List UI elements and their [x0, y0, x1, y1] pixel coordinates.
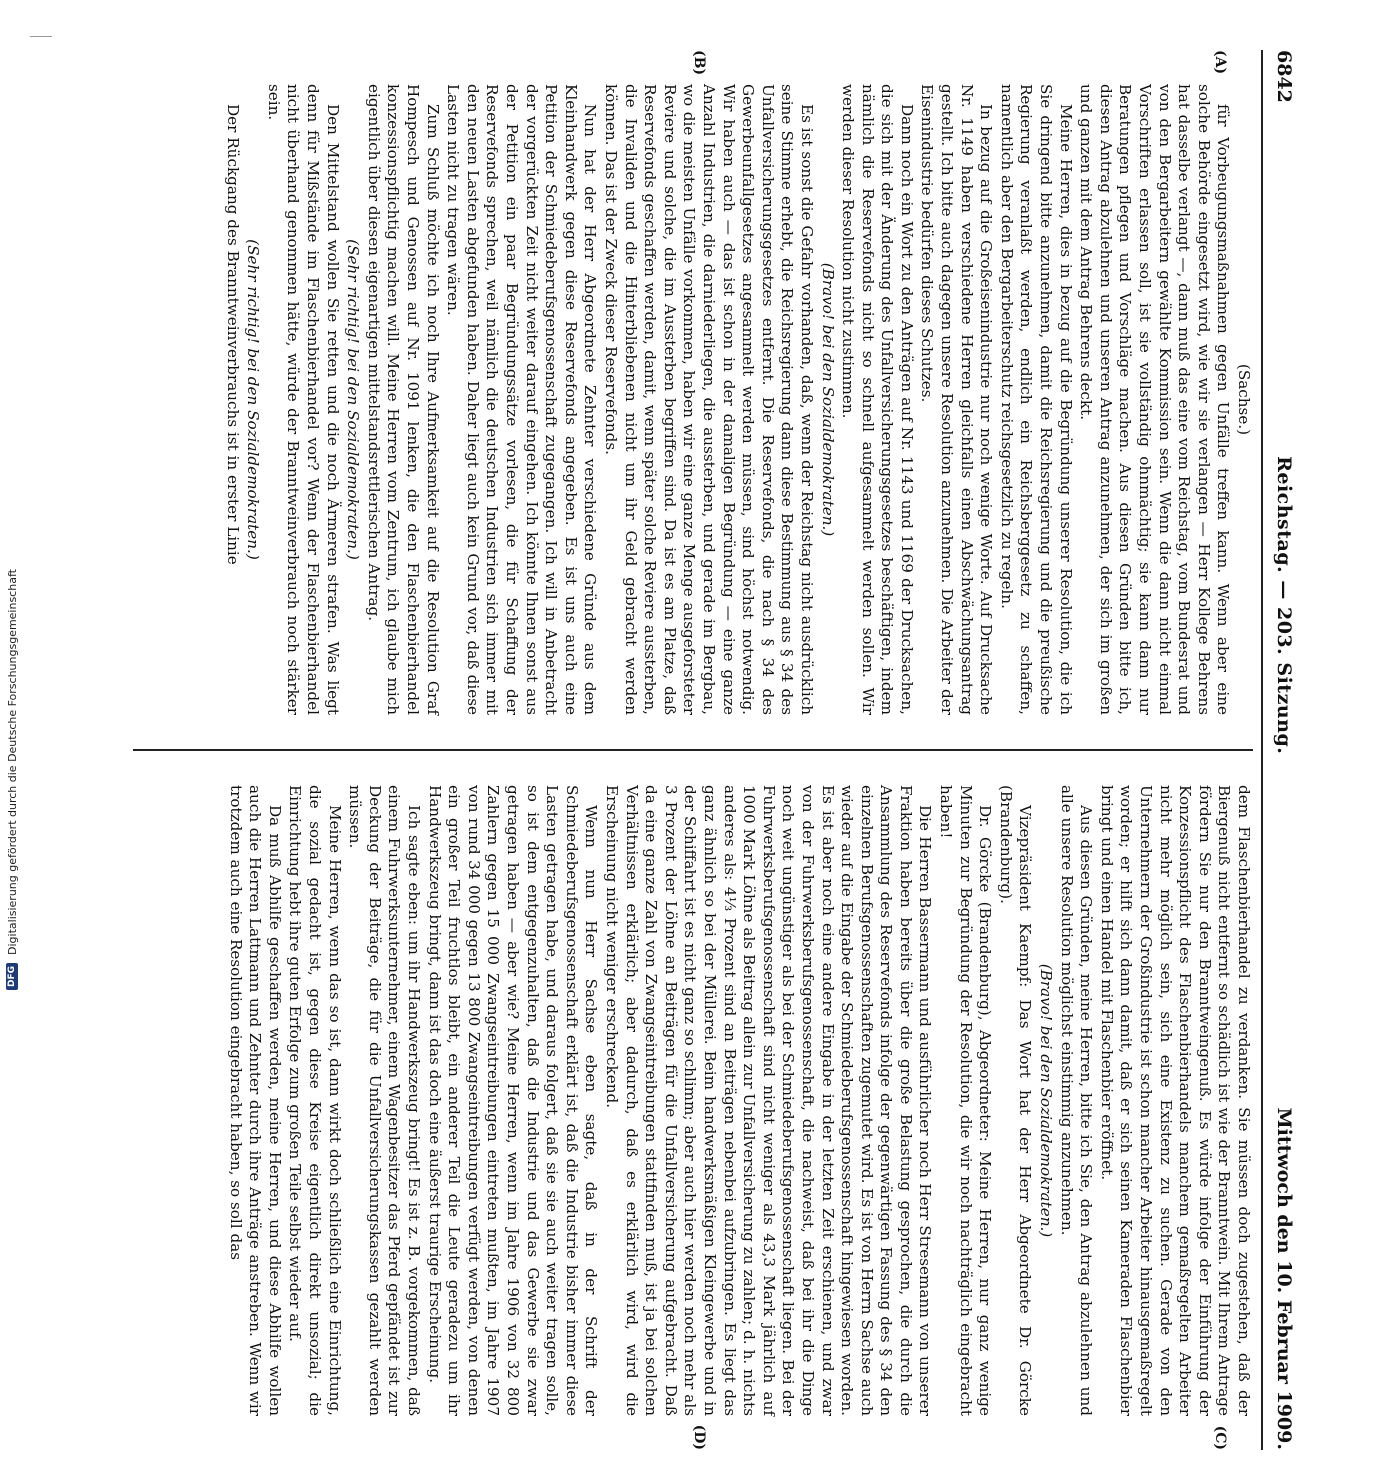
paragraph: (Sachse.): [1235, 363, 1253, 436]
footer-text-row: [2, 10, 22, 990]
paragraph: Aus diesen Gründen, meine Herren, bitte ich Sie, den Antrag abzulehnen und alle unsere Resolution möglichst einstimmig anzunehmen.: [1057, 785, 1096, 1416]
paragraph: Es ist sonst die Gefahr vorhanden, daß, wenn der Reichstag nicht ausdrücklich seine Stimme erhebt, die Reichsregierung dann diese Bestimmung aus § 34 des Unfallversicherungsgesetzes entfernt. Die Reservefonds, die nach § 34 des Gewerbeunfallgesetzes angesammelt werden müssen, sind höchst notwendig. Wir haben auch — das ist schon in der damaligen Begründung — eine ganze Anzahl Industrien, die darniederliegen, die aussterben, und gerade im Bergbau, wo die meisten Unfälle vorkommen, haben wir eine ganze Menge ausgeforsteter Reviere und solche, die im Aussterben begriffen sind. Da ist es am Platze, daß Reservefonds geschaffen werden, damit, wenn später solche Reviere aussterben, die Invaliden und die Hinterbliebenen nicht um ihr Geld gebracht werden können. Das ist der Zweck dieser Reservefonds.: [602, 84, 816, 715]
text-columns: [133, 50, 1253, 1450]
paragraph: Dann noch ein Wort zu den Anträgen auf Nr. 1143 und 1169 der Drucksachen, die sich mit der Änderung des Unfallversicherungsgesetzes beschäftigen, indem nämlich die Reservefonds nicht so schnell aufgesammelt werden sollen. Wir werden dieser Resolution nicht zustimmen.: [839, 84, 916, 715]
right-column: [133, 749, 1253, 1450]
dfg-logo: DFG: [6, 963, 18, 990]
paragraph: Zum Schluß möchte ich noch Ihre Aufmerksamkeit auf die Resolution Graf Hompesch und Genossen auf Nr. 1091 lenken, die den Flaschenbierhandel konzessionspflichtig machen will. Meine Herren vom Zentrum, ich glaube mich eigentlich über diesen eigenartigen mittelstandsrettlerischen Antrag.: [364, 84, 442, 715]
paragraph: Dr. Görcke (Brandenburg), Abgeordneter: Meine Herren, nur ganz wenige Minuten zur Begründung der Resolution, die wir noch nachträglich eingebracht haben!: [937, 785, 995, 1416]
side-footer: [0, 0, 20, 1000]
paragraph: (Sehr richtig! bei den Sozialdemokraten.): [344, 239, 363, 560]
session-title: Reichstag. — 203. Sitzung.: [1273, 456, 1295, 755]
margin-letter-b: (B): [691, 50, 707, 76]
column-body: [225, 769, 1253, 1432]
margin-letter-c: (C): [1212, 1425, 1228, 1450]
rotated-page: [85, 40, 1295, 1460]
paragraph: Den Mittelstand wollen Sie retten und die noch Ärmeren strafen. Was liegt denn für Mißstände im Flaschenbierhandel vor? Wenn der Flaschenbierhandel nicht überhand genommen hätte, würde der Branntweinverbrauch noch stärker sein.: [264, 84, 342, 715]
paragraph: (Bravo! bei den Sozialdemokraten.): [1037, 963, 1056, 1238]
paragraph: In bezug auf die Großeisenindustrie nur noch wenige Worte. Auf Drucksache Nr. 1149 haben verschiedene Herren gleichfalls einen Abschwächungsantrag gestellt. Ich bitte auch dagegen unsere Resolution anzunehmen. Die Arbeiter der Eisenindustrie bedürfen dieses Schutzes.: [918, 84, 996, 715]
paragraph: (Bravo! bei den Sozialdemokraten.): [818, 262, 837, 537]
page-header: [1261, 50, 1295, 1450]
margin-letter-d: (D): [691, 1424, 707, 1450]
column-body: [222, 68, 1253, 731]
paragraph: für Vorbeugungsmaßnahmen gegen Unfälle treffen kann. Wenn aber eine solche Behörde eingesetzt wird, wie wir sie verlangen — Herr Kollege Behrens hat dasselbe verlangt —, dann muß das eine vom Reichstag, vom Bundesrat und von den Bergarbeitern gewählte Kommission sein. Wenn die dann nicht einmal Vorschriften erlassen soll, ist sie vollständig ohnmächtig; sie kann dann nur Beratungen pflegen und Vorschläge machen. Aus diesen Gründen bitte ich, diesen Antrag abzulehnen und unseren Antrag anzunehmen, der sich im großen und ganzen mit dem Antrag Behrens deckt.: [1077, 84, 1233, 715]
paragraph: Ich sagte eben: um ihr Handwerkszeug bringt! Es ist z. B. vorgekommen, daß einem Fuhrwerksunternehmer, einem Wagenbesitzer das Pferd gepfändet ist zur Deckung der Beiträge, die für die Unfallversicherungskassen gezahlt werden müssen.: [346, 785, 424, 1416]
paragraph: Meine Herren, dies in bezug auf die Begründung unserer Resolution, die ich Sie dringend bitte anzunehmen, damit die Reichsregierung und die preußische Regierung veranlaßt werden, endlich ein Reichsberggesetz zu schaffen, namentlich aber den Bergarbeiterschutz reichsgesetzlich zu regeln.: [997, 84, 1075, 715]
paragraph: Meine Herren, wenn das so ist, dann wirkt doch schließlich eine Einrichtung, die sozial gedacht ist, gegen diese Kreise eigentlich direkt unsozial; die Einrichtung hebt ihre guten Erfolge zum großen Teile selbst wieder auf.: [286, 785, 344, 1416]
funding-note: Digitalisierung gefördert durch die Deutsche Forschungsgemeinschaft: [5, 569, 19, 955]
paragraph: dem Flaschenbierhandel zu verdanken. Sie müssen doch zugestehen, daß der Biergenuß nicht entfernt so schädlich ist wie der Branntwein. Mit Ihrem Antrage fördern Sie nur den Branntweingenuß. Es würde infolge der Einführung der Konzessionspflicht des Flaschenbierhandels manchem gemaßregelten Arbeiter nicht mehr möglich sein, sich eine Existenz zu suchen. Gerade von den Unternehmern der Großindustrie ist schon mancher Arbeiter hinausgemaßregelt worden; er hilft sich dann damit, daß er sich seinen Kameraden Flaschenbier bringt und einen Handel mit Flaschenbier eröffnet.: [1097, 785, 1253, 1416]
paragraph: Wenn nun Herr Sachse eben sagte, daß in der Schrift der Schmiedeberufsgenossenschaft erklärt ist, daß die Industrie bisher immer diese Lasten getragen habe, und daraus folgert, daß sie sie auch weiter tragen solle, so ist dem entgegenzuhalten, daß die Industrie und das Gewerbe sie zwar getragen haben — aber wie? Meine Herren, wenn im Jahre 1906 von 32 800 Zahlern gegen 15 000 Zwangseintreibungen eintreten mußten, im Jahre 1907 von rund 34 000 gegen 13 800 Zwangseintreibungen verfügt werden, von denen ein großer Teil fruchtlos bleibt, ein anderer Teil die Leute geradezu um ihr Handwerkszeug bringt, dann ist das doch eine äußerst traurige Erscheinung.: [425, 785, 601, 1416]
page-number: 6842: [1273, 50, 1295, 103]
paragraph: Der Rückgang des Branntweinverbrauchs ist in erster Linie: [223, 104, 242, 565]
paragraph: Nun hat der Herr Abgeordnete Zehnter verschiedene Gründe aus dem Kleinhandwerk gegen diese Reservefonds angegeben. Es ist uns auch eine Petition der Schmiedeberufsgenossenschaft zugegangen. Ich will in Anbetracht der vorgerückten Zeit nicht weiter darauf eingehen. Ich könnte Ihnen sonst aus der Petition ein paar Begründungssätze vorlesen, die für Schaffung der Reservefonds sprechen, weil nämlich die deutschen Industrien sich immer mit den neuen Lasten abgefunden haben. Daher liegt auch kein Grund vor, daß diese Lasten nicht zu tragen wären.: [444, 84, 600, 715]
scan-mark: [30, 36, 52, 37]
margin-letter-a: (A): [1212, 50, 1228, 75]
left-column: [133, 50, 1253, 749]
paragraph: Vizepräsident Kaempf: Das Wort hat der Herr Abgeordnete Dr. Görcke (Brandenburg).: [996, 785, 1035, 1416]
paragraph: Die Herren Bassermann und ausführlicher noch Herr Stresemann von unserer Fraktion haben bereits über die große Belastung gesprochen, die durch die Ansammlung des Reservefonds infolge der gegenwärtigen Fassung des § 34 den einzelnen Berufsgenossenschaften zugemutet wird. Es ist von Herrn Sachse auch wieder auf die Eingabe der Schmiedeberufsgenossenschaft hingewiesen worden. Es ist aber noch eine andere Eingabe in der letzten Zeit erschienen, und zwar von der Fuhrwerksberufsgenossenschaft, die nachweist, daß bei ihr die Dinge noch weit ungünstiger als bei der Schmiedeberufsgenossenschaft liegen. Bei der Fuhrwerksberufsgenossenschaft sind nicht weniger als 43,3 Mark jährlich auf 1000 Mark Löhne als Beitrag allein zur Unfallversicherung zu zahlen; d. h. nichts anderes als: 4⅓ Prozent sind an Beiträgen nebenbei aufzubringen. Es liegt das ganz ähnlich so bei der Müllerei. Beim handwerksmäßigen Kleingewerbe und in der Schiffahrt ist es nicht ganz so schlimm; aber auch hier werden noch mehr als 3 Prozent der Löhne an Beiträgen für die Unfallversicherung aufgebracht. Daß da eine ganze Zahl von Zwangseintreibungen stattfinden muß, ist ja bei solchen Verhältnissen erklärlich; aber dadurch, daß es erklärlich wird, wird die Erscheinung nicht weniger erschreckend.: [603, 785, 935, 1416]
paragraph: (Sehr richtig! bei den Sozialdemokraten.): [244, 239, 263, 560]
paragraph: Da muß Abhilfe geschaffen werden, meine Herren, und diese Abhilfe wollen auch die Herren Lattmann und Zehnter durch ihre Anträge anstreben. Wenn wir trotzdem auch eine Resolution eingebracht haben, so soll das: [226, 785, 284, 1416]
session-date: Mittwoch den 10. Februar 1909.: [1273, 1107, 1295, 1450]
